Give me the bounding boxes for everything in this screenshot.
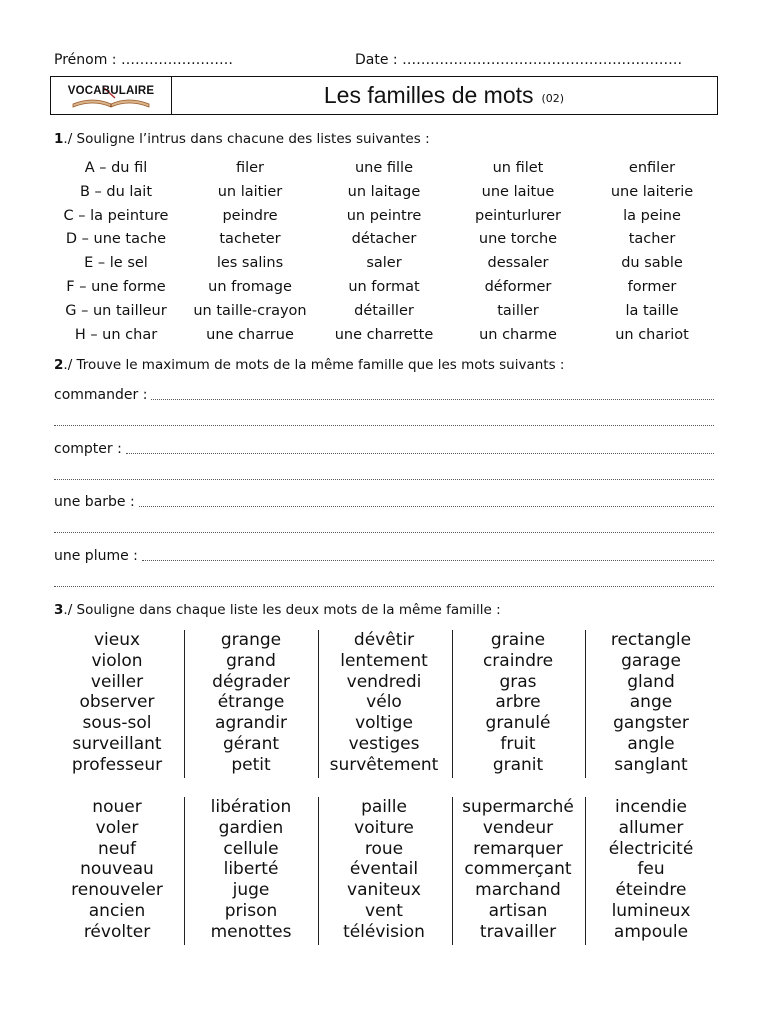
- list-word: gangster: [613, 713, 689, 734]
- list-word: survêtement: [329, 754, 439, 775]
- list-word: allumer: [618, 817, 684, 838]
- list-word: craindre: [482, 650, 554, 671]
- list-word: cellule: [223, 838, 279, 859]
- word-list: [184, 630, 318, 776]
- list-word: gardien: [218, 817, 284, 838]
- intrus-row-label: D – une tache: [65, 231, 167, 248]
- intrus-word: la peine: [623, 207, 681, 224]
- intrus-word: détailler: [354, 302, 414, 319]
- family-word-label: une barbe :: [54, 494, 135, 510]
- list-word: incendie: [614, 797, 688, 817]
- intrus-word: tacheter: [219, 231, 281, 248]
- list-word: gérant: [222, 733, 280, 754]
- list-word: vent: [365, 900, 403, 921]
- list-word: électricité: [608, 838, 694, 859]
- answer-line[interactable]: [142, 560, 714, 561]
- list-word: ancien: [88, 900, 146, 921]
- intrus-word: peinturlurer: [475, 207, 561, 224]
- list-word: juge: [232, 880, 270, 901]
- date-field: [355, 52, 682, 68]
- intrus-word: saler: [366, 255, 402, 272]
- list-word: petit: [231, 754, 271, 775]
- intrus-word: un fromage: [208, 279, 292, 295]
- list-word: observer: [79, 692, 155, 713]
- intrus-word: une charrue: [206, 326, 294, 343]
- answer-line[interactable]: [54, 479, 714, 480]
- list-word: artisan: [488, 900, 548, 921]
- column-divider: [452, 630, 453, 778]
- list-word: vélo: [366, 692, 402, 713]
- intrus-word: un taille-crayon: [193, 302, 307, 319]
- answer-line[interactable]: [54, 425, 714, 426]
- list-word: grange: [220, 630, 282, 650]
- word-list: [50, 630, 184, 776]
- page-title-wrap: [171, 77, 717, 114]
- list-word: dégrader: [212, 671, 290, 692]
- intrus-row-label: F – une forme: [66, 279, 166, 295]
- column-divider: [318, 797, 319, 945]
- question-1-text: ./ Souligne l’intrus dans chacune des listes suivantes :: [63, 131, 430, 147]
- list-word: voiture: [354, 817, 414, 838]
- book-logo-icon: [63, 84, 159, 108]
- question-1-number: 1: [54, 131, 64, 147]
- list-word: rectangle: [610, 630, 692, 650]
- intrus-word: filer: [235, 160, 265, 176]
- list-word: télévision: [343, 921, 425, 942]
- family-word-label: une plume :: [54, 548, 138, 564]
- word-list: [317, 630, 451, 776]
- word-list: [317, 797, 451, 943]
- column-divider: [452, 797, 453, 945]
- list-word: surveillant: [72, 733, 162, 754]
- list-word: fruit: [500, 733, 536, 754]
- list-word: libération: [210, 797, 292, 817]
- intrus-word: un laitier: [217, 183, 283, 200]
- question-2: [54, 357, 564, 373]
- word-list: [584, 797, 718, 943]
- question-1: [54, 131, 430, 147]
- list-word: paille: [361, 797, 407, 817]
- list-word: marchand: [475, 880, 561, 901]
- intrus-word: une laitue: [481, 183, 555, 200]
- list-word: menottes: [210, 921, 292, 942]
- word-list: [451, 797, 585, 943]
- list-word: lumineux: [611, 900, 691, 921]
- word-list: [584, 630, 718, 776]
- intrus-word: du sable: [621, 255, 683, 272]
- intrus-word: une charrette: [334, 326, 434, 343]
- question-2-number: 2: [54, 357, 64, 373]
- intrus-word: une torche: [478, 231, 558, 248]
- list-word: travailler: [479, 921, 557, 942]
- intrus-word: un format: [348, 279, 420, 295]
- intrus-word: un laitage: [347, 183, 421, 200]
- list-word: remarquer: [473, 838, 563, 859]
- date-label: Date :: [355, 52, 398, 68]
- answer-line[interactable]: [54, 586, 714, 587]
- list-word: agrandir: [215, 713, 287, 734]
- title-banner: [50, 76, 718, 115]
- word-list: [451, 630, 585, 776]
- intrus-word: déformer: [484, 279, 552, 295]
- answer-line[interactable]: [126, 453, 714, 454]
- list-word: supermarché: [462, 797, 574, 817]
- question-3-text: ./ Souligne dans chaque liste les deux mots de la même famille :: [63, 602, 501, 618]
- page-title: Les familles de mots: [323, 82, 534, 108]
- answer-line[interactable]: [151, 399, 714, 400]
- intrus-word: détacher: [351, 231, 417, 248]
- intrus-word: un chariot: [615, 326, 689, 343]
- column-divider: [184, 630, 185, 778]
- list-word: neuf: [98, 838, 136, 859]
- list-word: dévêtir: [353, 630, 415, 650]
- list-word: étrange: [217, 692, 285, 713]
- question-3: [54, 602, 501, 618]
- intrus-word: les salins: [216, 255, 284, 272]
- date-dots: ……………………………………………………: [402, 52, 683, 68]
- answer-line[interactable]: [139, 506, 714, 507]
- list-word: gras: [499, 671, 537, 692]
- list-word: feu: [637, 859, 665, 880]
- answer-line[interactable]: [54, 532, 714, 533]
- intrus-word: peindre: [222, 207, 278, 224]
- intrus-word: enfiler: [628, 160, 676, 176]
- list-word: arbre: [495, 692, 541, 713]
- intrus-row-label: A – du fil: [84, 160, 148, 176]
- intrus-word: un charme: [479, 326, 557, 343]
- list-word: prison: [224, 900, 278, 921]
- list-word: ampoule: [613, 921, 689, 942]
- list-word: granulé: [485, 713, 551, 734]
- list-word: granit: [492, 754, 544, 775]
- list-word: nouveau: [80, 859, 154, 880]
- list-word: vieux: [93, 630, 141, 650]
- list-word: voltige: [355, 713, 413, 734]
- list-word: liberté: [223, 859, 279, 880]
- list-word: sanglant: [614, 754, 688, 775]
- intrus-word: un filet: [492, 160, 544, 176]
- list-word: violon: [91, 650, 143, 671]
- list-word: voler: [95, 817, 139, 838]
- intrus-row-label: E – le sel: [84, 255, 148, 272]
- list-word: ange: [629, 692, 673, 713]
- list-word: révolter: [83, 921, 151, 942]
- sheet-number: (02): [541, 92, 565, 105]
- intrus-word: une laiterie: [610, 183, 694, 200]
- list-word: renouveler: [71, 880, 163, 901]
- vocabulaire-badge: [51, 77, 172, 114]
- list-word: commerçant: [464, 859, 572, 880]
- intrus-word: un peintre: [346, 207, 422, 224]
- list-word: veiller: [90, 671, 144, 692]
- list-word: vestiges: [348, 733, 420, 754]
- column-divider: [184, 797, 185, 945]
- list-word: sous-sol: [82, 713, 152, 734]
- intrus-row-label: G – un tailleur: [65, 302, 167, 319]
- list-word: garage: [621, 650, 681, 671]
- list-word: lentement: [340, 650, 428, 671]
- intrus-word: tailler: [497, 302, 539, 319]
- intrus-word: la taille: [625, 302, 679, 319]
- list-word: éteindre: [615, 880, 687, 901]
- list-word: nouer: [92, 797, 142, 817]
- intrus-word: dessaler: [487, 255, 549, 272]
- word-list: [184, 797, 318, 943]
- prenom-dots: ……………………: [120, 52, 233, 68]
- intrus-word: une fille: [354, 160, 414, 176]
- list-word: graine: [490, 630, 546, 650]
- family-word-label: commander :: [54, 387, 148, 403]
- intrus-row-label: H – un char: [74, 326, 158, 343]
- question-3-number: 3: [54, 602, 64, 618]
- list-word: vaniteux: [347, 880, 421, 901]
- column-divider: [585, 630, 586, 778]
- prenom-label: Prénom :: [54, 52, 117, 68]
- list-word: professeur: [71, 754, 163, 775]
- family-word-label: compter :: [54, 441, 122, 457]
- intrus-row-label: B – du lait: [79, 183, 153, 200]
- intrus-word: tacher: [628, 231, 676, 248]
- vocabulaire-label: VOCABULAIRE: [67, 84, 155, 97]
- intrus-word: former: [627, 279, 677, 295]
- question-2-text: ./ Trouve le maximum de mots de la même famille que les mots suivants :: [63, 357, 565, 373]
- prenom-field: [54, 52, 233, 68]
- list-word: gland: [627, 671, 675, 692]
- list-word: angle: [627, 733, 675, 754]
- column-divider: [585, 797, 586, 945]
- list-word: vendeur: [482, 817, 554, 838]
- list-word: vendredi: [346, 671, 422, 692]
- column-divider: [318, 630, 319, 778]
- list-word: grand: [226, 650, 276, 671]
- word-list: [50, 797, 184, 943]
- list-word: éventail: [349, 859, 419, 880]
- intrus-row-label: C – la peinture: [63, 207, 169, 224]
- list-word: roue: [364, 838, 404, 859]
